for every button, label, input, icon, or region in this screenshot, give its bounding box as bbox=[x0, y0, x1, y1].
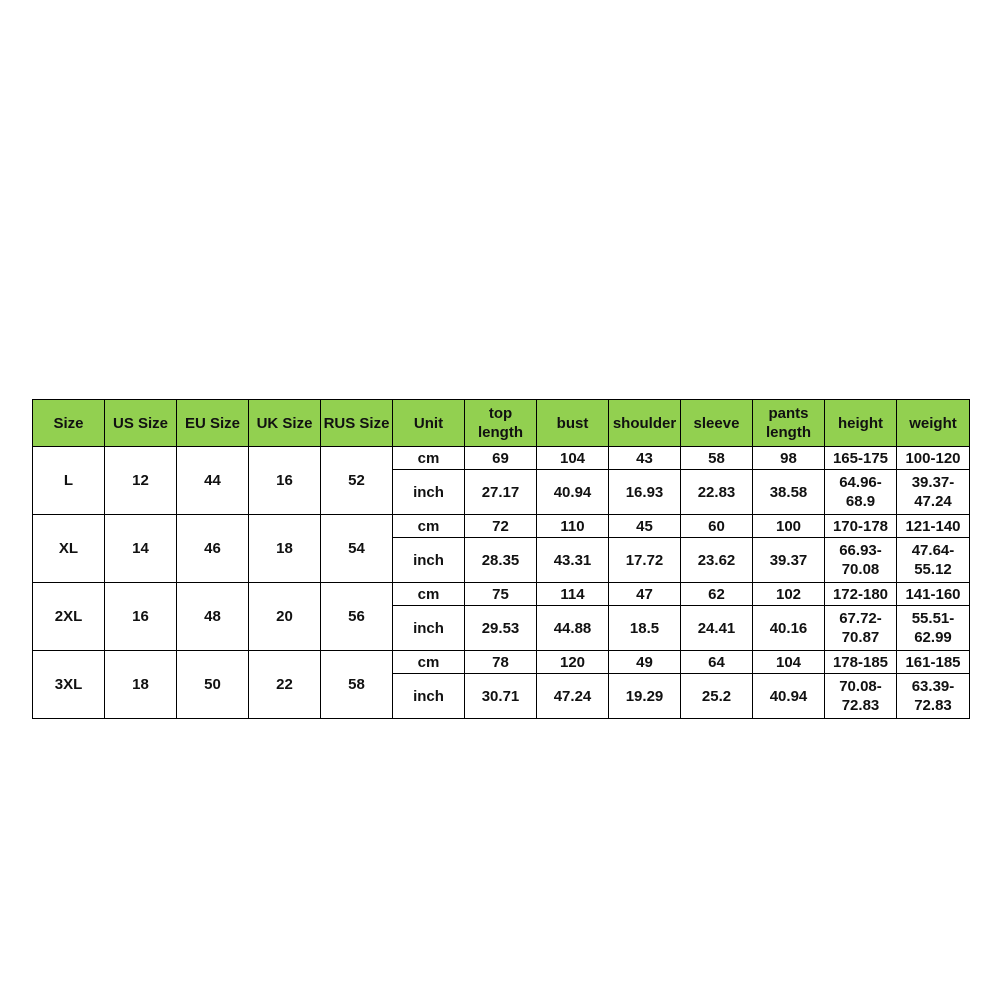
height-cell: 70.08- 72.83 bbox=[825, 674, 897, 719]
shoulder-cell: 19.29 bbox=[609, 674, 681, 719]
height-cell: 165-175 bbox=[825, 447, 897, 470]
shoulder-cell: 18.5 bbox=[609, 606, 681, 651]
weight-cell: 141-160 bbox=[897, 583, 970, 606]
unit-cell: cm bbox=[393, 515, 465, 538]
weight-cell: 161-185 bbox=[897, 651, 970, 674]
top-length-cell: 75 bbox=[465, 583, 537, 606]
unit-cell: cm bbox=[393, 651, 465, 674]
top-length-cell: 28.35 bbox=[465, 538, 537, 583]
header-weight: weight bbox=[897, 400, 970, 447]
pants-length-cell: 98 bbox=[753, 447, 825, 470]
uk-size-cell: 18 bbox=[249, 515, 321, 583]
header-bust: bust bbox=[537, 400, 609, 447]
header-us-size: US Size bbox=[105, 400, 177, 447]
header-top-length: top length bbox=[465, 400, 537, 447]
eu-size-cell: 50 bbox=[177, 651, 249, 719]
shoulder-cell: 43 bbox=[609, 447, 681, 470]
bust-cell: 110 bbox=[537, 515, 609, 538]
pants-length-cell: 40.94 bbox=[753, 674, 825, 719]
top-length-cell: 78 bbox=[465, 651, 537, 674]
weight-cell: 39.37- 47.24 bbox=[897, 470, 970, 515]
header-rus-size: RUS Size bbox=[321, 400, 393, 447]
height-cell: 67.72- 70.87 bbox=[825, 606, 897, 651]
pants-length-cell: 104 bbox=[753, 651, 825, 674]
header-eu-size: EU Size bbox=[177, 400, 249, 447]
top-length-cell: 69 bbox=[465, 447, 537, 470]
bust-cell: 47.24 bbox=[537, 674, 609, 719]
top-length-cell: 29.53 bbox=[465, 606, 537, 651]
table-row bbox=[33, 651, 970, 674]
rus-size-cell: 58 bbox=[321, 651, 393, 719]
unit-cell: inch bbox=[393, 674, 465, 719]
header-pants-length: pants length bbox=[753, 400, 825, 447]
unit-cell: cm bbox=[393, 447, 465, 470]
rus-size-cell: 52 bbox=[321, 447, 393, 515]
shoulder-cell: 45 bbox=[609, 515, 681, 538]
shoulder-cell: 47 bbox=[609, 583, 681, 606]
sleeve-cell: 22.83 bbox=[681, 470, 753, 515]
shoulder-cell: 17.72 bbox=[609, 538, 681, 583]
bust-cell: 104 bbox=[537, 447, 609, 470]
weight-cell: 47.64- 55.12 bbox=[897, 538, 970, 583]
header-unit: Unit bbox=[393, 400, 465, 447]
bust-cell: 120 bbox=[537, 651, 609, 674]
eu-size-cell: 46 bbox=[177, 515, 249, 583]
us-size-cell: 18 bbox=[105, 651, 177, 719]
header-sleeve: sleeve bbox=[681, 400, 753, 447]
weight-cell: 121-140 bbox=[897, 515, 970, 538]
unit-cell: inch bbox=[393, 470, 465, 515]
sleeve-cell: 58 bbox=[681, 447, 753, 470]
size-cell: XL bbox=[33, 515, 105, 583]
header-uk-size: UK Size bbox=[249, 400, 321, 447]
unit-cell: inch bbox=[393, 538, 465, 583]
pants-length-cell: 38.58 bbox=[753, 470, 825, 515]
pants-length-cell: 39.37 bbox=[753, 538, 825, 583]
height-cell: 178-185 bbox=[825, 651, 897, 674]
height-cell: 66.93- 70.08 bbox=[825, 538, 897, 583]
size-chart-table bbox=[32, 399, 970, 719]
pants-length-cell: 102 bbox=[753, 583, 825, 606]
shoulder-cell: 16.93 bbox=[609, 470, 681, 515]
eu-size-cell: 44 bbox=[177, 447, 249, 515]
uk-size-cell: 20 bbox=[249, 583, 321, 651]
rus-size-cell: 54 bbox=[321, 515, 393, 583]
uk-size-cell: 16 bbox=[249, 447, 321, 515]
bust-cell: 44.88 bbox=[537, 606, 609, 651]
pants-length-cell: 40.16 bbox=[753, 606, 825, 651]
header-size: Size bbox=[33, 400, 105, 447]
shoulder-cell: 49 bbox=[609, 651, 681, 674]
sleeve-cell: 24.41 bbox=[681, 606, 753, 651]
top-length-cell: 72 bbox=[465, 515, 537, 538]
table-row bbox=[33, 447, 970, 470]
size-cell: 3XL bbox=[33, 651, 105, 719]
top-length-cell: 30.71 bbox=[465, 674, 537, 719]
bust-cell: 40.94 bbox=[537, 470, 609, 515]
bust-cell: 43.31 bbox=[537, 538, 609, 583]
size-cell: L bbox=[33, 447, 105, 515]
rus-size-cell: 56 bbox=[321, 583, 393, 651]
sleeve-cell: 23.62 bbox=[681, 538, 753, 583]
weight-cell: 100-120 bbox=[897, 447, 970, 470]
height-cell: 172-180 bbox=[825, 583, 897, 606]
pants-length-cell: 100 bbox=[753, 515, 825, 538]
sleeve-cell: 25.2 bbox=[681, 674, 753, 719]
sleeve-cell: 62 bbox=[681, 583, 753, 606]
table-row bbox=[33, 515, 970, 538]
header-height: height bbox=[825, 400, 897, 447]
weight-cell: 55.51- 62.99 bbox=[897, 606, 970, 651]
weight-cell: 63.39- 72.83 bbox=[897, 674, 970, 719]
uk-size-cell: 22 bbox=[249, 651, 321, 719]
eu-size-cell: 48 bbox=[177, 583, 249, 651]
top-length-cell: 27.17 bbox=[465, 470, 537, 515]
table-row bbox=[33, 583, 970, 606]
bust-cell: 114 bbox=[537, 583, 609, 606]
sleeve-cell: 64 bbox=[681, 651, 753, 674]
height-cell: 170-178 bbox=[825, 515, 897, 538]
header-row bbox=[33, 400, 970, 447]
us-size-cell: 12 bbox=[105, 447, 177, 515]
us-size-cell: 14 bbox=[105, 515, 177, 583]
header-shoulder: shoulder bbox=[609, 400, 681, 447]
unit-cell: inch bbox=[393, 606, 465, 651]
sleeve-cell: 60 bbox=[681, 515, 753, 538]
size-cell: 2XL bbox=[33, 583, 105, 651]
height-cell: 64.96- 68.9 bbox=[825, 470, 897, 515]
unit-cell: cm bbox=[393, 583, 465, 606]
us-size-cell: 16 bbox=[105, 583, 177, 651]
